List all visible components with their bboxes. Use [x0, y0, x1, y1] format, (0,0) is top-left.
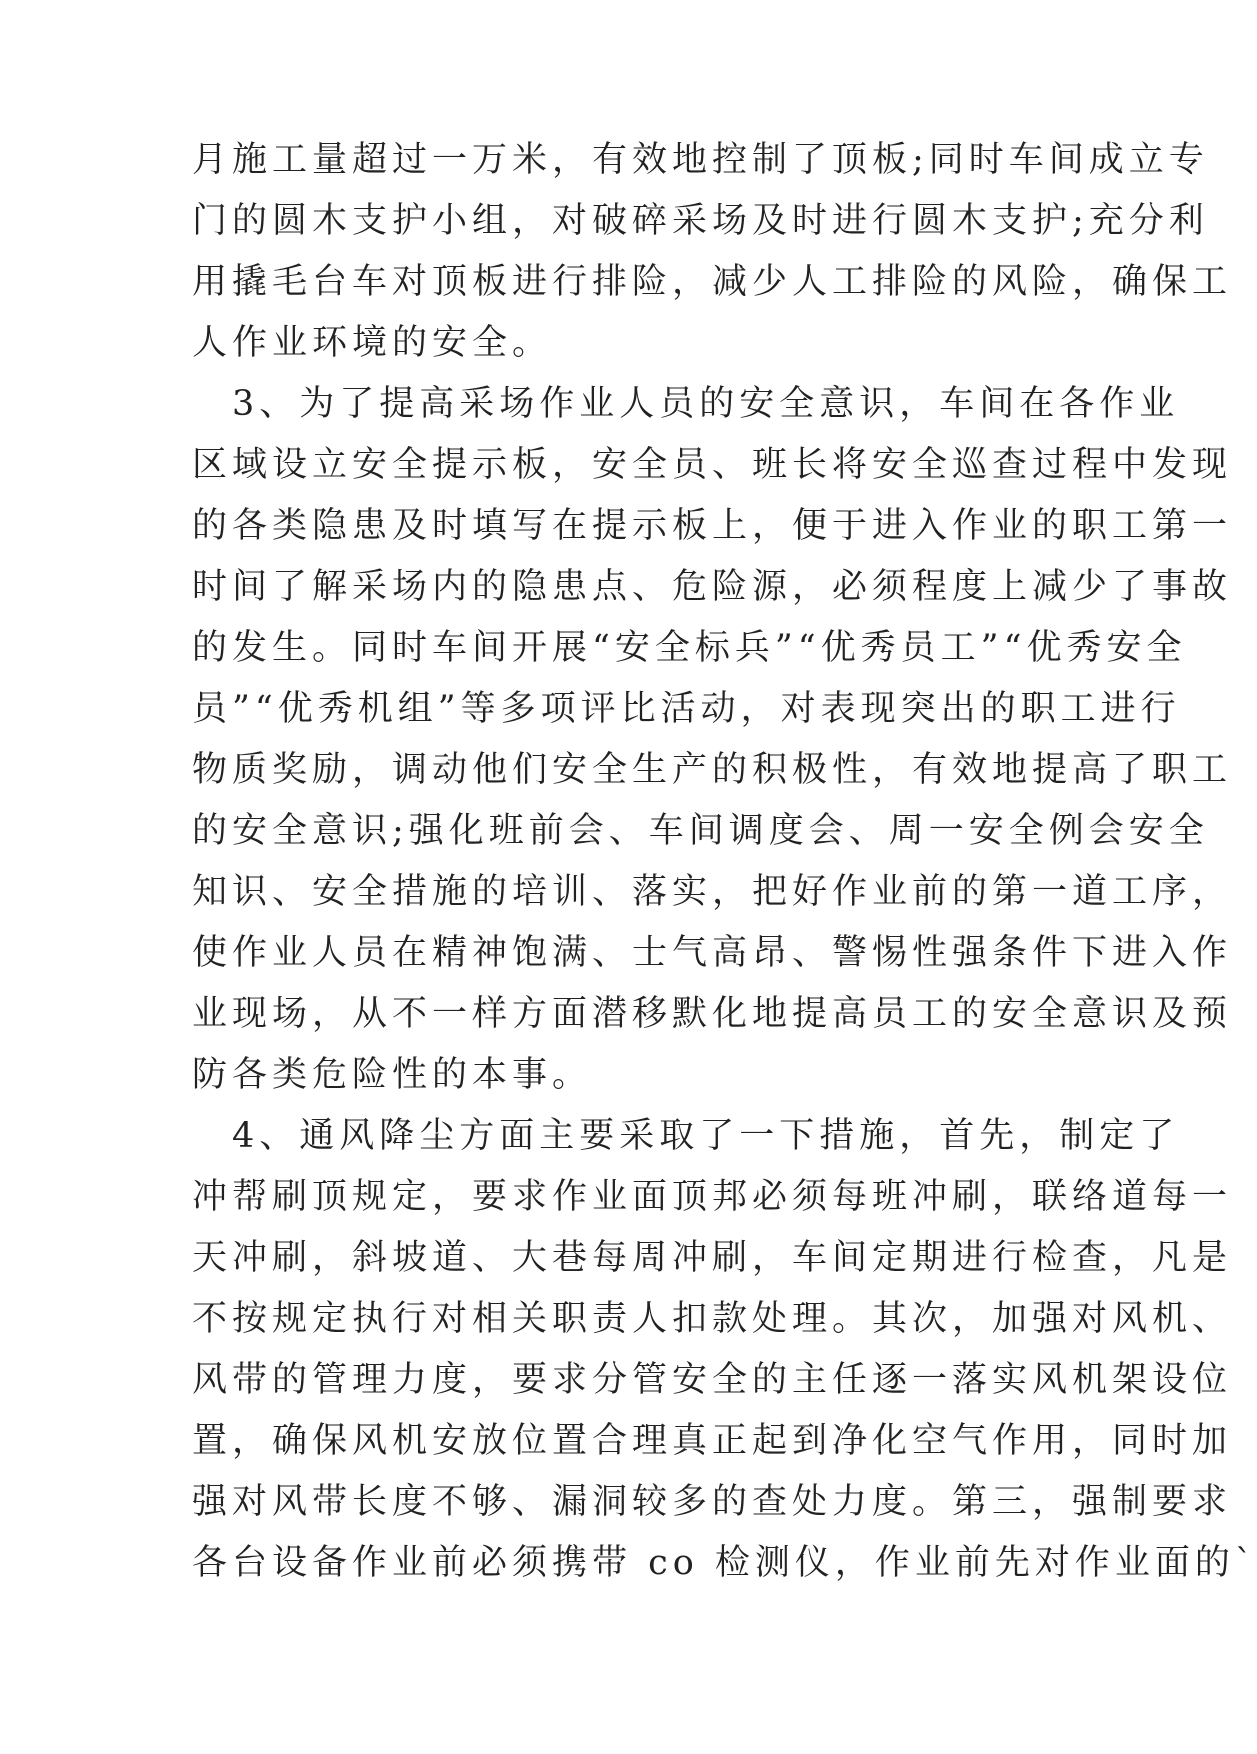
text-line: 置，确保风机安放位置合理真正起到净化空气作用，同时加	[192, 1421, 1233, 1461]
text-line: 用撬毛台车对顶板进行排险，减少人工排险的风险，确保工	[192, 262, 1233, 302]
text-line: 使作业人员在精神饱满、士气高昂、警惕性强条件下进入作	[192, 933, 1233, 973]
text-line: 天冲刷，斜坡道、大巷每周冲刷，车间定期进行检查，凡是	[192, 1238, 1233, 1278]
text-line: 各台设备作业前必须携带 co 检测仪，作业前先对作业面的`	[192, 1543, 1257, 1583]
text-line: 冲帮刷顶规定，要求作业面顶邦必须每班冲刷，联络道每一	[192, 1177, 1233, 1217]
text-line: 的发生。同时车间开展“安全标兵”“优秀员工”“优秀安全	[192, 628, 1187, 668]
text-line: 知识、安全措施的培训、落实，把好作业前的第一道工序，	[192, 872, 1233, 912]
document-body	[192, 130, 1257, 1594]
text-line: 4、通风降尘方面主要采取了一下措施，首先，制定了	[192, 1116, 1180, 1156]
text-line: 门的圆木支护小组，对破碎采场及时进行圆木支护;充分利	[192, 201, 1209, 241]
text-line: 风带的管理力度，要求分管安全的主任逐一落实风机架设位	[192, 1360, 1233, 1400]
text-line: 区域设立安全提示板，安全员、班长将安全巡查过程中发现	[192, 445, 1233, 485]
text-line: 时间了解采场内的隐患点、危险源，必须程度上减少了事故	[192, 567, 1233, 607]
text-line: 强对风带长度不够、漏洞较多的查处力度。第三，强制要求	[192, 1482, 1233, 1522]
text-line: 的各类隐患及时填写在提示板上，便于进入作业的职工第一	[192, 506, 1233, 546]
text-line: 员”“优秀机组”等多项评比活动，对表现突出的职工进行	[192, 689, 1181, 729]
text-line: 物质奖励，调动他们安全生产的积极性，有效地提高了职工	[192, 750, 1233, 790]
text-line: 人作业环境的安全。	[192, 323, 553, 363]
text-line: 不按规定执行对相关职责人扣款处理。其次，加强对风机、	[192, 1299, 1233, 1339]
text-line: 3、为了提高采场作业人员的安全意识，车间在各作业	[192, 384, 1180, 424]
text-line: 的安全意识;强化班前会、车间调度会、周一安全例会安全	[192, 811, 1209, 851]
text-line: 月施工量超过一万米，有效地控制了顶板;同时车间成立专	[192, 140, 1209, 180]
text-line: 防各类危险性的本事。	[192, 1055, 593, 1095]
text-line: 业现场，从不一样方面潜移默化地提高员工的安全意识及预	[192, 994, 1233, 1034]
